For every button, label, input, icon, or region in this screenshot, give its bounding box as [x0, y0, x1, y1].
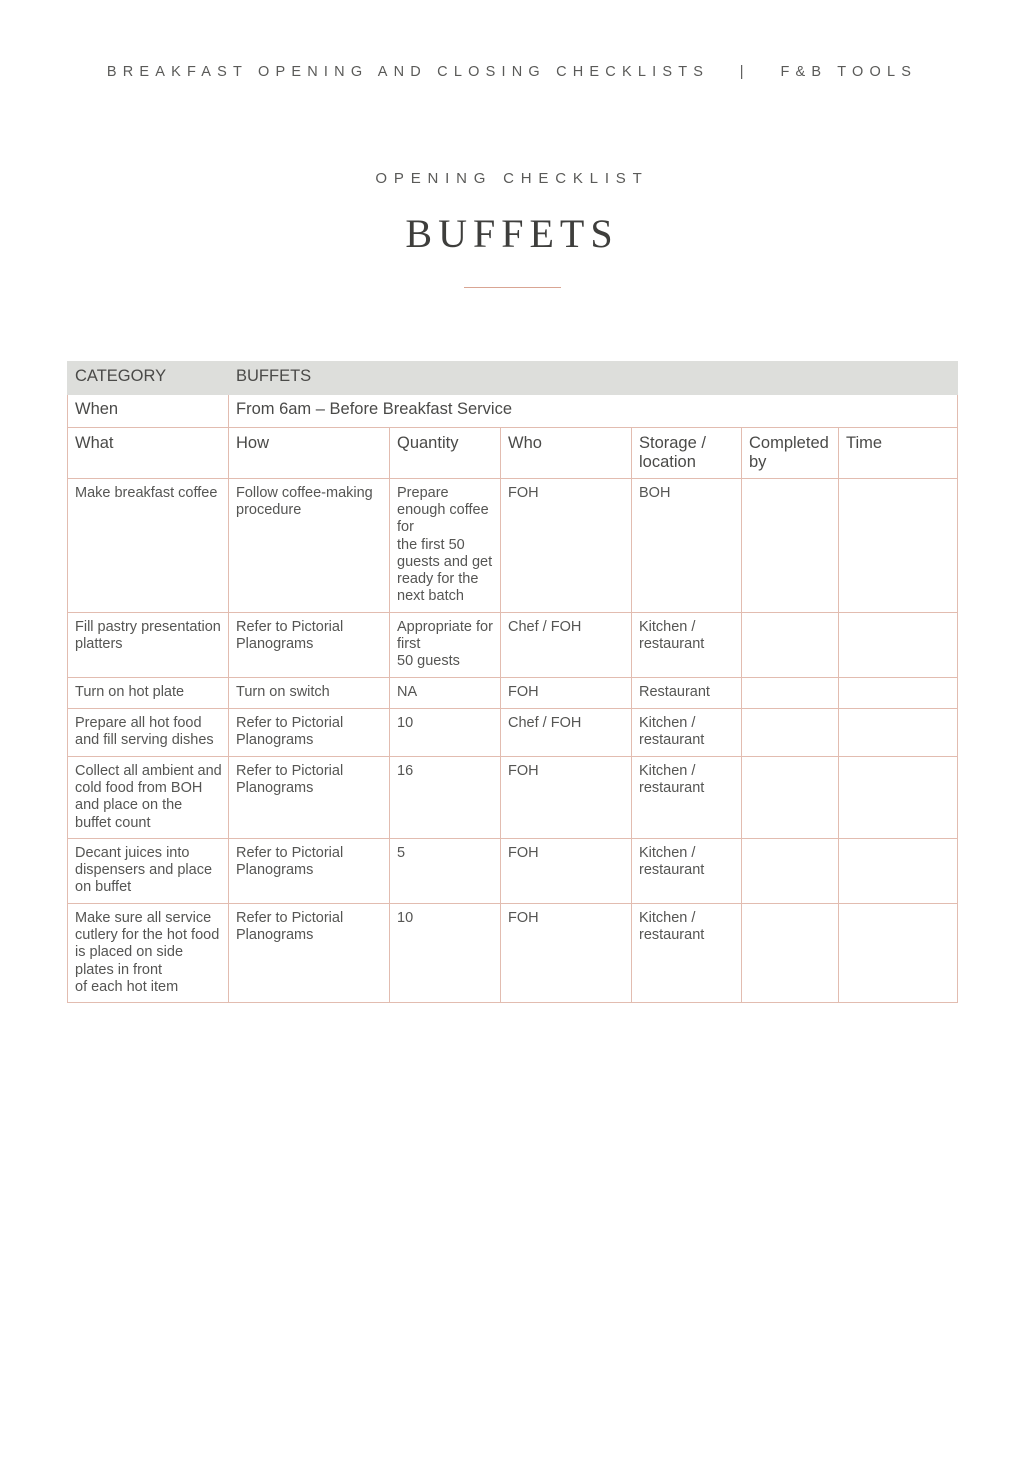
- column-header-how: How: [229, 428, 390, 479]
- category-value: BUFFETS: [229, 362, 958, 395]
- table-row: [68, 709, 958, 757]
- cell-storage: Kitchen / restaurant: [632, 613, 742, 678]
- cell-completed-by: [742, 904, 839, 1003]
- cell-time: [839, 613, 958, 678]
- cell-storage: Kitchen / restaurant: [632, 839, 742, 904]
- cell-who: Chef / FOH: [501, 709, 632, 757]
- cell-what: Make sure all service cutlery for the hot food is placed on side plates in front of each hot item: [68, 904, 229, 1003]
- cell-time: [839, 839, 958, 904]
- title-divider: [464, 287, 561, 288]
- cell-how: Refer to Pictorial Planograms: [229, 904, 390, 1003]
- column-header-row: [68, 428, 958, 479]
- category-row: [68, 362, 958, 395]
- cell-completed-by: [742, 839, 839, 904]
- table-row: [68, 613, 958, 678]
- cell-storage: BOH: [632, 479, 742, 613]
- cell-how: Turn on switch: [229, 678, 390, 709]
- running-header: BREAKFAST OPENING AND CLOSING CHECKLISTS | F&B TOOLS: [106, 64, 918, 80]
- cell-who: Chef / FOH: [501, 613, 632, 678]
- cell-what: Collect all ambient and cold food from BOH and place on the buffet count: [68, 757, 229, 839]
- cell-who: FOH: [501, 678, 632, 709]
- cell-storage: Kitchen / restaurant: [632, 757, 742, 839]
- cell-who: FOH: [501, 839, 632, 904]
- column-header-what: What: [68, 428, 229, 479]
- column-header-storage-location: Storage / location: [632, 428, 742, 479]
- when-row: [68, 395, 958, 428]
- cell-quantity: NA: [390, 678, 501, 709]
- opening-checklist-table: [67, 361, 958, 1003]
- cell-how: Follow coffee-making procedure: [229, 479, 390, 613]
- cell-time: [839, 678, 958, 709]
- column-header-who: Who: [501, 428, 632, 479]
- when-value: From 6am – Before Breakfast Service: [229, 395, 958, 428]
- when-label: When: [68, 395, 229, 428]
- cell-completed-by: [742, 479, 839, 613]
- table-row: [68, 757, 958, 839]
- cell-what: Fill pastry presentation platters: [68, 613, 229, 678]
- cell-completed-by: [742, 678, 839, 709]
- cell-time: [839, 479, 958, 613]
- cell-quantity: Prepare enough coffee for the first 50 guests and get ready for the next batch: [390, 479, 501, 613]
- section-subtitle: OPENING CHECKLIST: [375, 170, 649, 187]
- cell-quantity: 16: [390, 757, 501, 839]
- cell-what: Decant juices into dispensers and place on buffet: [68, 839, 229, 904]
- cell-completed-by: [742, 613, 839, 678]
- table-row: [68, 904, 958, 1003]
- cell-time: [839, 757, 958, 839]
- column-header-quantity: Quantity: [390, 428, 501, 479]
- cell-who: FOH: [501, 757, 632, 839]
- cell-storage: Kitchen / restaurant: [632, 709, 742, 757]
- cell-quantity: 10: [390, 709, 501, 757]
- page-title: BUFFETS: [405, 211, 619, 256]
- table-row: [68, 678, 958, 709]
- cell-how: Refer to Pictorial Planograms: [229, 757, 390, 839]
- column-header-time: Time: [839, 428, 958, 479]
- column-header-completed-by: Completed by: [742, 428, 839, 479]
- table-row: [68, 839, 958, 904]
- cell-who: FOH: [501, 479, 632, 613]
- cell-what: Prepare all hot food and fill serving dishes: [68, 709, 229, 757]
- cell-time: [839, 904, 958, 1003]
- cell-quantity: 10: [390, 904, 501, 1003]
- cell-completed-by: [742, 757, 839, 839]
- cell-who: FOH: [501, 904, 632, 1003]
- cell-time: [839, 709, 958, 757]
- cell-how: Refer to Pictorial Planograms: [229, 709, 390, 757]
- cell-what: Turn on hot plate: [68, 678, 229, 709]
- cell-storage: Restaurant: [632, 678, 742, 709]
- cell-storage: Kitchen / restaurant: [632, 904, 742, 1003]
- cell-quantity: 5: [390, 839, 501, 904]
- cell-quantity: Appropriate for first 50 guests: [390, 613, 501, 678]
- cell-how: Refer to Pictorial Planograms: [229, 613, 390, 678]
- cell-how: Refer to Pictorial Planograms: [229, 839, 390, 904]
- cell-what: Make breakfast coffee: [68, 479, 229, 613]
- table-row: [68, 479, 958, 613]
- cell-completed-by: [742, 709, 839, 757]
- category-label: CATEGORY: [68, 362, 229, 395]
